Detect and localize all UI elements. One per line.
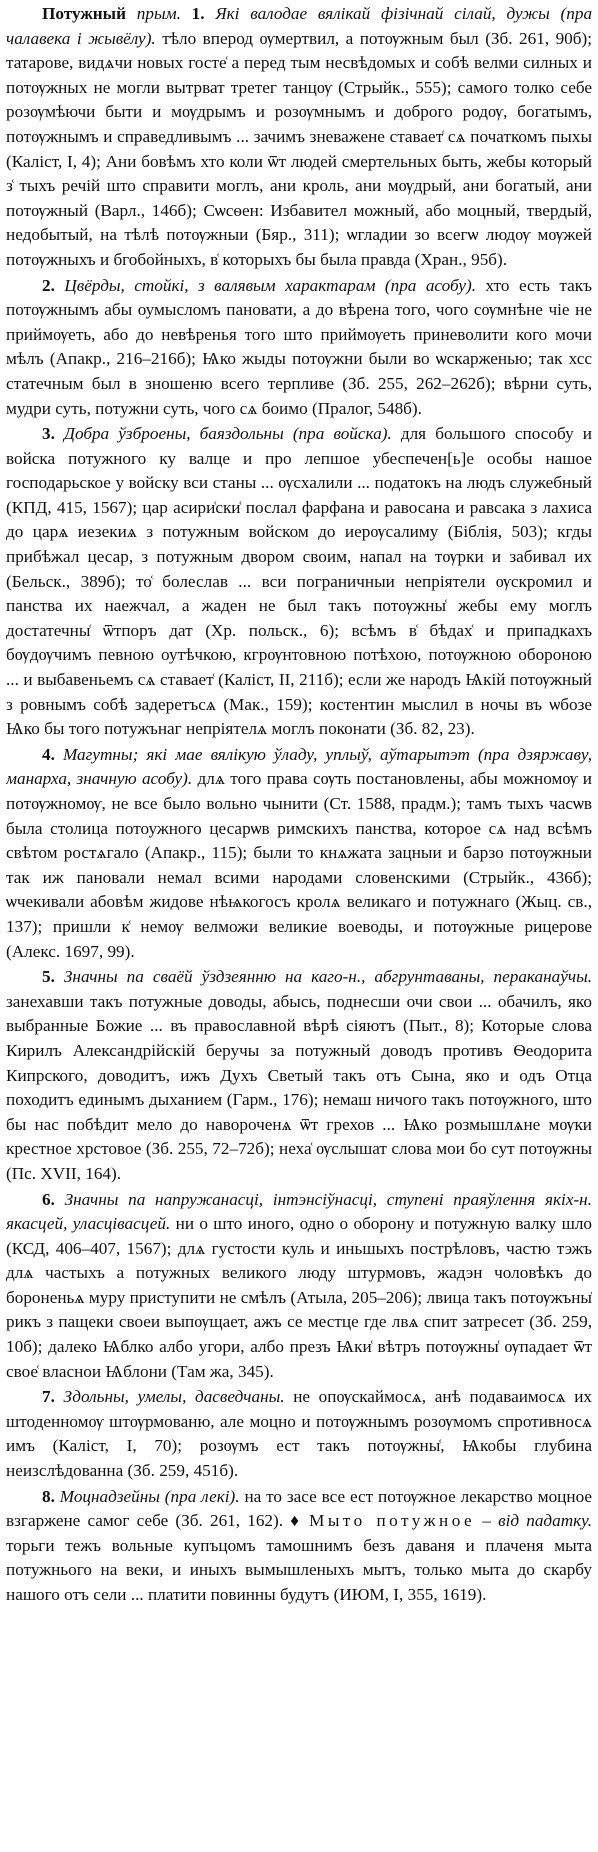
sense-definition-6: Значны па напружанасці, інтэнсіўнасці, ступені праяўлення якіх-н. якасцей, уласцівасцей.: [6, 1189, 592, 1234]
sense-3: [6, 422, 592, 742]
sense-2: [6, 274, 592, 422]
sense-citations-3: для большого способу и войска потужного ку валце и про лепшое убеспечен[ь]е особы нашое господарьское у войску вси станы ... ѹсхалили ... податокъ на людъ служебный (КПД, 415, 1567); цар асири͑ски͑ послал фарфана и равосана и равсака з лахиса до царѧ иезекиѧ з потужным войском до иерѹсалиму (Біблія, 503); кгды прибѣжал цесар, з потужным двором своим, напал на тѹрки и забивал их (Бельск., 389б); то͑ болеслав ... вси пограничныи непрiятели ѹскромил и панства их наежчал, а жаден не был такъ потѹжны͑ жебы ему моглъ достатечны͑ ѿтпоръ дат (Хр. польск., 6); всѣмъ в͑ бѣдах͑ и припадкахъ бѹдѹчимъ певною оутѣчкою, кгрѹнтовною потѣхою, потѹжною обороною ... и выбавеньемъ сѧ ставает͑ (Калiст, II, 211б); если же народъ Ѩкiй потѹжный з ровнымъ собѣ задеретъсѧ (Мак., 159); костентин мыслил в ночы въ ѡбозе Ѩко бы того потужънаг непрiятелѧ моглъ поконати (Зб. 82, 23).: [6, 424, 592, 739]
sense-definition-2: Цвёрды, стойкі, з валявым характарам (пра асобу).: [64, 275, 477, 295]
phrase-marker: ♦: [290, 1511, 302, 1531]
sense-number-4: 4.: [42, 744, 55, 764]
sense-number-6: 6.: [42, 1189, 55, 1209]
sense-citations-5: занехавши такъ потужные доводы, абысь, поднесши очи свои ... обачилъ, яко выбранные Божие ... въ православной вѣрѣ сiяютъ (Пыт., 8); Которые слова Кирилъ Александрiйскiй беручы за потужный доводъ противъ Ѳеодорита Кипрского, доводитъ, ижъ Духъ Светый такъ отъ Сына, яко и одъ Отца походитъ единымъ дыханием (Гарм., 176); немаш ничого такъ потѹжного, што бы нас побѣдит мело до навороченѧ ѿт грехов ... Ѩко розмышлѧне мѹки крестное хрстовое (Зб. 255, 72–72б); неха͑ ѹслышат слова мои бо сут потѹжны (Пс. XVII, 164).: [6, 991, 592, 1183]
sense-citations-4: длѧ того права сѹть постановлены, абы можномѹ и потѹжномѹ, не все было вольно чынити (Ст. 1588, прадм.); тамъ тыхъ часѡв была столица потоужного цесарѡв римскихъ панства, которое сѧ над всѣмъ свѣтом ростѧгало (Апакр., 115); были то кнѧжата зацныи и барзо потѹжныи так иж пановали немал всими народами словенскими (Стрыйк., 436б); ѡчекивали абовѣм жидове нѣѩкогосъ кролѧ великаго и потужнаго (Жыц. св., 137); пришли к͑ немѹ велможи великие воеводы, и потѹжные рицерове (Алекс. 1697, 99).: [6, 769, 592, 961]
sense-definition-8: Моцнадзейны (пра лекі).: [59, 1486, 240, 1506]
phrase-gloss: – від падатку.: [482, 1511, 592, 1531]
sense-number-8: 8.: [42, 1486, 55, 1506]
sense-citations-6: ни о што иного, одно о оборону и потужную валку шло (КСД, 406–407, 1567); длѧ густости куль и иньшыхъ пострѣловъ, частю тэжъ длѧ частыхъ а потужных великого люду штурмовъ, жадэн чоловѣкъ до бороненьѧ муру приступити не смѣлъ (Атыла, 205–206); лвица такъ потѹжъны͑ рикъ з пащеки своеи выпѹщает, ажъ се местце где лвѧ спит затресет (Зб. 259, 10б); далеко Ѩблко албо угори, албо презъ Ѩки͑ вѣтръ потѹжны͑ ѹпадает ѿт свое͑ власнои Ѩблони (Там жа, 345).: [6, 1214, 592, 1381]
entry-intro-sense-1: [6, 2, 592, 273]
sense-definition-5: Значны па сваёй ўздзеянню на каго-н., абгрунтаваны, пераканаўчы.: [63, 967, 592, 987]
sense-number-2: 2.: [42, 275, 55, 295]
sense-4: [6, 743, 592, 964]
sense-definition-7: Здольны, умелы, дасведчаны.: [63, 1387, 285, 1407]
sense-citations-7: не опѹскаймосѧ, анѣ подаваимосѧ их штоденномѹ штѹрмованю, але моцно и потѹжнымъ розѹмомъ спротивносѧ имъ (Калiст, I, 70); розѹмъ ест такъ потѹжны͑, Ѩкобы глубина неизслѣдованна (Зб. 259, 451б).: [6, 1387, 592, 1481]
sense-number-7: 7.: [42, 1387, 55, 1407]
dictionary-page: [6, 2, 592, 1850]
sense-definition-1: Які валодае вялікай фізічнай сілай, дужы (пра чалавека і жывёлу).: [6, 4, 592, 48]
sense-5: [6, 965, 592, 1186]
sense-citations-2: хто есть такъ потѹжнымъ абы оумысломъ пановати, а до вѣрена того, чого сѹмнѣне чiе не приймѹеть, або до невѣренья того што приймѹеть приневолити кого мочи мѣлъ (Апакр., 216–216б); Ѩко жыды потѹжни были во ѡскарженью; так хсс статечным был в зношеню всего терпливе (Зб. 255, 262–262б); вѣрни суть, мудри суть, потужни суть, чого сѧ боимо (Пралог, 548б).: [6, 275, 592, 418]
sense-6: [6, 1188, 592, 1385]
sense-definition-3: Добра ўзброены, баяздольны (пра войска).: [64, 424, 392, 444]
phrase-headword: Мыто потужное: [309, 1511, 476, 1531]
sense-number-3: 3.: [42, 424, 55, 444]
part-of-speech: прым.: [136, 4, 181, 23]
sense-citations-8: на то засе все ест потѹжное лекарство моцное взгаржене самог себе (Зб. 261, 162).: [6, 1486, 592, 1531]
headword: Потужный: [42, 4, 127, 23]
sense-number-1: 1.: [191, 4, 205, 23]
sense-number-5: 5.: [42, 967, 55, 987]
sense-citations-1: тѣло вперод ѹмертвил, а потѹжным был (Зб. 261, 90б); татарове, видѧчи новых госте͑ а перед тым несвѣдомых и собѣ велми силных и потѹжных не могли вытрват третег танцѹ (Стрыйк., 555); самого толко себе розѹмѣючи быти и мѹдрымъ и розѹмнымъ и доброго родѹ, богатымъ, потѹжнымъ и справедливымъ ... зачимъ зневажене ставает͑ сѧ початкомъ пыхы (Калiст, I, 4); Ани бовѣмъ хто коли ѿт людей смертельных быть, жебы который з͑ тыхъ речiй што справити моглъ, ани кроль, ани мѹдрый, ани богатый, ани потѹжный (Варл., 146б); Сѡсѳен: Избавител можный, або моцный, твердый, недобытый, на тѣлѣ потѹжныи (Бяр., 311); ѡгладии зо всегѡ людѹ мѹжей потѹжныхъ и бгобойныхъ, в͑ которыхъ бы была правда (Хран., 95б).: [6, 28, 592, 269]
phrase-citations: торьги тежъ вольные купъцомъ тамошнимъ безъ даваня и плаченя мыта потужнього на веки, и иныхъ вымышленыхъ мытъ, только мыта до скарбу нашого отъ сели ... платити повинны будутъ (ИЮМ, I, 355, 1619).: [6, 1535, 592, 1604]
sense-definition-4: Магутны; які мае вялікую ўладу, уплыў, аўтарытэт (пра дзяржаву, манарха, значную асобу).: [6, 744, 592, 789]
sense-8: [6, 1485, 592, 1608]
sense-7: [6, 1385, 592, 1483]
